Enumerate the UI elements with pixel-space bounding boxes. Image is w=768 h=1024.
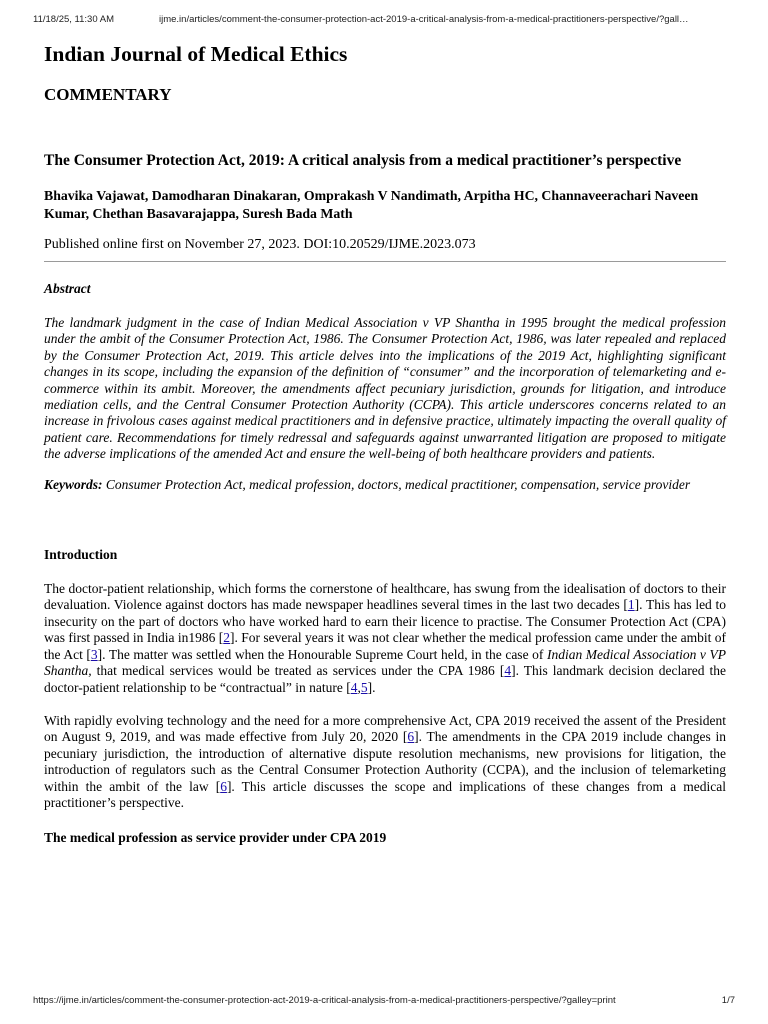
text-run: ]. <box>367 679 376 695</box>
text-run: that medical services would be treated as services under the CPA 1986 [ <box>91 663 505 679</box>
reference-link-1[interactable]: 1 <box>627 597 635 613</box>
intro-paragraph-2 <box>44 713 726 811</box>
print-header-url: ijme.in/articles/comment-the-consumer-protection-act-2019-a-critical-analysis-from-a-medical-practitioners-perspective/?gall… <box>159 14 689 25</box>
text-run: ]. The matter was settled when the Honourable Supreme Court held, in the case of <box>97 646 547 662</box>
section-heading: The medical profession as service provider under CPA 2019 <box>44 830 387 846</box>
print-date: 11/18/25, 11:30 AM <box>33 14 114 25</box>
print-header <box>33 14 735 28</box>
text-run: , <box>357 679 361 695</box>
print-footer-url: https://ijme.in/articles/comment-the-consumer-protection-act-2019-a-critical-analysis-from-a-medical-practitioners-perspective/?galley=print <box>33 995 616 1006</box>
abstract-text: The landmark judgment in the case of Indian Medical Association v VP Shantha in 1995 brought the medical profession under the ambit of the Consumer Protection Act, 1986. The Consumer Protection Act, 1986, was later repealed and replaced by the Consumer Protection Act, 2019. This article delves into the implications of the 2019 Act, highlighting significant changes in its scope, including the expansion of the definition of “consumer” and the incorporation of telemarketing and e-commerce within its ambit. Moreover, the amendments affect pecuniary jurisdiction, grounds for litigation, and introduce mediation cells, and the Central Consumer Protection Authority (CCPA). This article underscores concerns related to an increase in frivolous cases against medical practitioners and in defensive practice, ultimately impacting the overall quality of patient care. Recommendations for timely redressal and safeguards against unwarranted litigation are proposed to mitigate the adverse implications of the amended Act and ensure the well-being of both healthcare providers and patients. <box>44 315 726 462</box>
reference-link-6b[interactable]: 6 <box>220 778 227 794</box>
introduction-heading: Introduction <box>44 547 118 563</box>
section-label: COMMENTARY <box>44 85 172 104</box>
text-run: With rapidly evolving technology and the need for a more comprehensive Act, CPA 2019 received the assent of the President on August 9, 2019, and was made effective from July 20, 2020 [ <box>44 712 726 745</box>
article-content <box>44 40 726 847</box>
divider <box>44 261 726 262</box>
reference-link-4b[interactable]: 4 <box>350 679 358 695</box>
page-number: 1/7 <box>721 995 735 1006</box>
reference-link-2[interactable]: 2 <box>223 630 230 646</box>
text-run: ]. This article discusses the scope and implications of these changes from a medical practitioner’s perspective. <box>44 778 726 810</box>
intro-paragraph-1 <box>44 581 726 696</box>
keywords <box>44 477 726 493</box>
reference-link-3[interactable]: 3 <box>90 646 98 662</box>
article-title: The Consumer Protection Act, 2019: A critical analysis from a medical practitioner’s perspective <box>44 152 682 169</box>
text-run: ]. For several years it was not clear whether the medical profession came under the ambit of the Act [ <box>44 630 726 662</box>
case-name: Indian Medical Association v VP Shantha, <box>44 646 727 679</box>
journal-name: Indian Journal of Medical Ethics <box>44 42 348 66</box>
text-run: ]. This landmark decision declared the doctor-patient relationship to be “contractual” in nature [ <box>44 663 726 695</box>
reference-link-5[interactable]: 5 <box>360 679 368 695</box>
reference-link-6[interactable]: 6 <box>407 729 415 745</box>
print-footer <box>33 995 735 1009</box>
text-run: ]. The amendments in the CPA 2019 include changes in pecuniary jurisdiction, the introduction of alternative dispute resolution mechanisms, new provisions for litigation, the introduction of regulators such as the Central Consumer Protection Authority (CCPA), and the inclusion of telemarketing within the ambit of the law [ <box>44 729 726 794</box>
publication-info: Published online first on November 27, 2023. DOI:10.20529/IJME.2023.073 <box>44 237 476 252</box>
author-list: Bhavika Vajawat, Damodharan Dinakaran, Omprakash V Nandimath, Arpitha HC, Channaveerachari Naveen Kumar, Chethan Basavarajappa, Suresh Bada Math <box>44 188 699 221</box>
text-run: The doctor-patient relationship, which forms the cornerstone of healthcare, has swung from the idealisation of doctors to their devaluation. Violence against doctors has made newspaper headlines several times in the last two decades [ <box>44 581 726 613</box>
reference-link-4[interactable]: 4 <box>504 663 512 679</box>
abstract-heading: Abstract <box>44 281 91 296</box>
text-run: ]. This has led to insecurity on the part of doctors who have worked hard to earn their licence to practise. The Consumer Protection Act (CPA) was first passed in India in1986 [ <box>44 597 726 646</box>
keywords-label: Keywords: <box>44 476 103 492</box>
keywords-text: Consumer Protection Act, medical profession, doctors, medical practitioner, compensation, service provider <box>102 476 691 492</box>
